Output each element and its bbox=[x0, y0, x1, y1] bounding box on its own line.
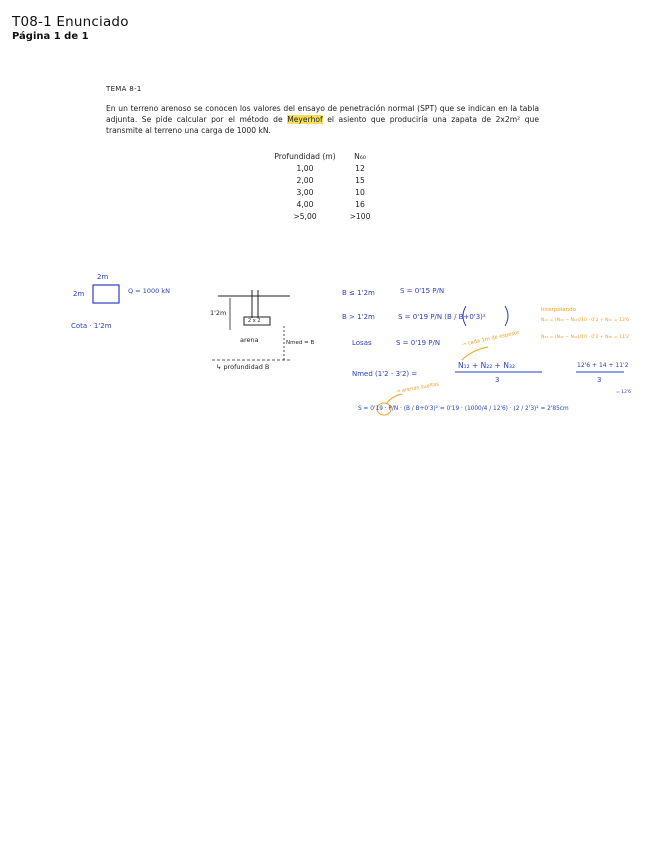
cell-depth: 1,00 bbox=[296, 164, 314, 173]
interpolation-title: Interpolando bbox=[541, 307, 577, 313]
sketch-dim-side: 2m bbox=[73, 290, 85, 298]
formula-1-condition: B ≤ 1'2m bbox=[342, 289, 375, 297]
nmed-numerator: N₁₂ + N₂₂ + N₃₂ bbox=[458, 361, 515, 370]
paren-right bbox=[505, 306, 508, 326]
cell-n: 12 bbox=[355, 164, 365, 173]
interpolation-2: N₃₂ = (N₄₀ − N₃₀)/10 · 0'2 + N₃₀ = 11'2 bbox=[541, 335, 630, 340]
interpolation-1: N₁₂ = (N₂₀ − N₁₀)/10 · 0'2 + N₁₀ = 12'6 bbox=[541, 318, 630, 323]
cell-depth: 2,00 bbox=[296, 176, 314, 185]
sketch-depth-label: 1'2m bbox=[210, 309, 227, 317]
cell-depth: 3,00 bbox=[296, 188, 314, 197]
page-title: T08-1 Enunciado bbox=[12, 14, 129, 30]
settlement-calculation: S = 0'19 · P/N · (B / B+0'3)² = 0'19 · (1000/4 / 12'6) · (2 / 2'3)² = 2'85cm bbox=[358, 406, 569, 412]
formula-3: S = 0'19 P/N bbox=[396, 339, 441, 347]
cell-n: 10 bbox=[355, 188, 365, 197]
header-depth: Profundidad (m) bbox=[274, 152, 336, 161]
cell-depth: >5,00 bbox=[293, 212, 317, 221]
formula-1: S = 0'15 P/N bbox=[400, 287, 445, 295]
cell-n: 15 bbox=[355, 176, 365, 185]
highlighted-method: Meyerhof bbox=[287, 115, 323, 124]
nmed-small-result: = 12'6 bbox=[616, 390, 632, 395]
nmed-result-denominator: 3 bbox=[597, 376, 602, 384]
sketch-dim-top: 2m bbox=[97, 273, 109, 281]
page-counter: Página 1 de 1 bbox=[12, 31, 89, 42]
annotation-loose-sand: → arenas sueltas bbox=[395, 381, 440, 395]
sketch-prof: ↳ profundidad B bbox=[216, 363, 270, 371]
formula-3-condition: Losas bbox=[352, 339, 372, 347]
annotation-thickness: → cada 1m de espesor bbox=[461, 329, 521, 348]
nmed-result-numerator: 12'6 + 14 + 11'2 bbox=[577, 362, 629, 369]
statement-text-2: el asiento que produciría una zapata de 2x2m² que transmite al terreno una carga de 1000 kN. bbox=[106, 115, 539, 135]
footing-plan-sketch bbox=[93, 285, 119, 303]
nmed-label: Nmed (1'2 - 3'2) = bbox=[352, 370, 418, 378]
problem-heading: TEMA 8-1 bbox=[106, 85, 142, 93]
formula-2: S = 0'19 P/N (B / B+0'3)² bbox=[398, 313, 486, 321]
sketch-load: Q = 1000 kN bbox=[128, 287, 170, 295]
cell-n: >100 bbox=[349, 212, 371, 221]
sketch-soil: arena bbox=[240, 336, 259, 344]
cell-depth: 4,00 bbox=[296, 200, 314, 209]
formula-2-condition: B > 1'2m bbox=[342, 313, 375, 321]
header-n: N₆₀ bbox=[354, 152, 366, 161]
annotation-arrow-2 bbox=[386, 394, 402, 404]
sketch-cota: Cota · 1'2m bbox=[71, 322, 112, 330]
nmed-denominator: 3 bbox=[495, 376, 500, 384]
sketch-footing-label: 2 x 2 bbox=[248, 318, 261, 324]
cell-n: 16 bbox=[355, 200, 365, 209]
statement-text-1: En un terreno arenoso se conocen los valores del ensayo de penetración normal (SPT) que se indican en la tabla adjunta. Se pide calcular por el método de bbox=[106, 104, 539, 124]
sketch-nmed: Nmed = B bbox=[286, 340, 315, 346]
annotation-arrow-1 bbox=[462, 347, 488, 360]
